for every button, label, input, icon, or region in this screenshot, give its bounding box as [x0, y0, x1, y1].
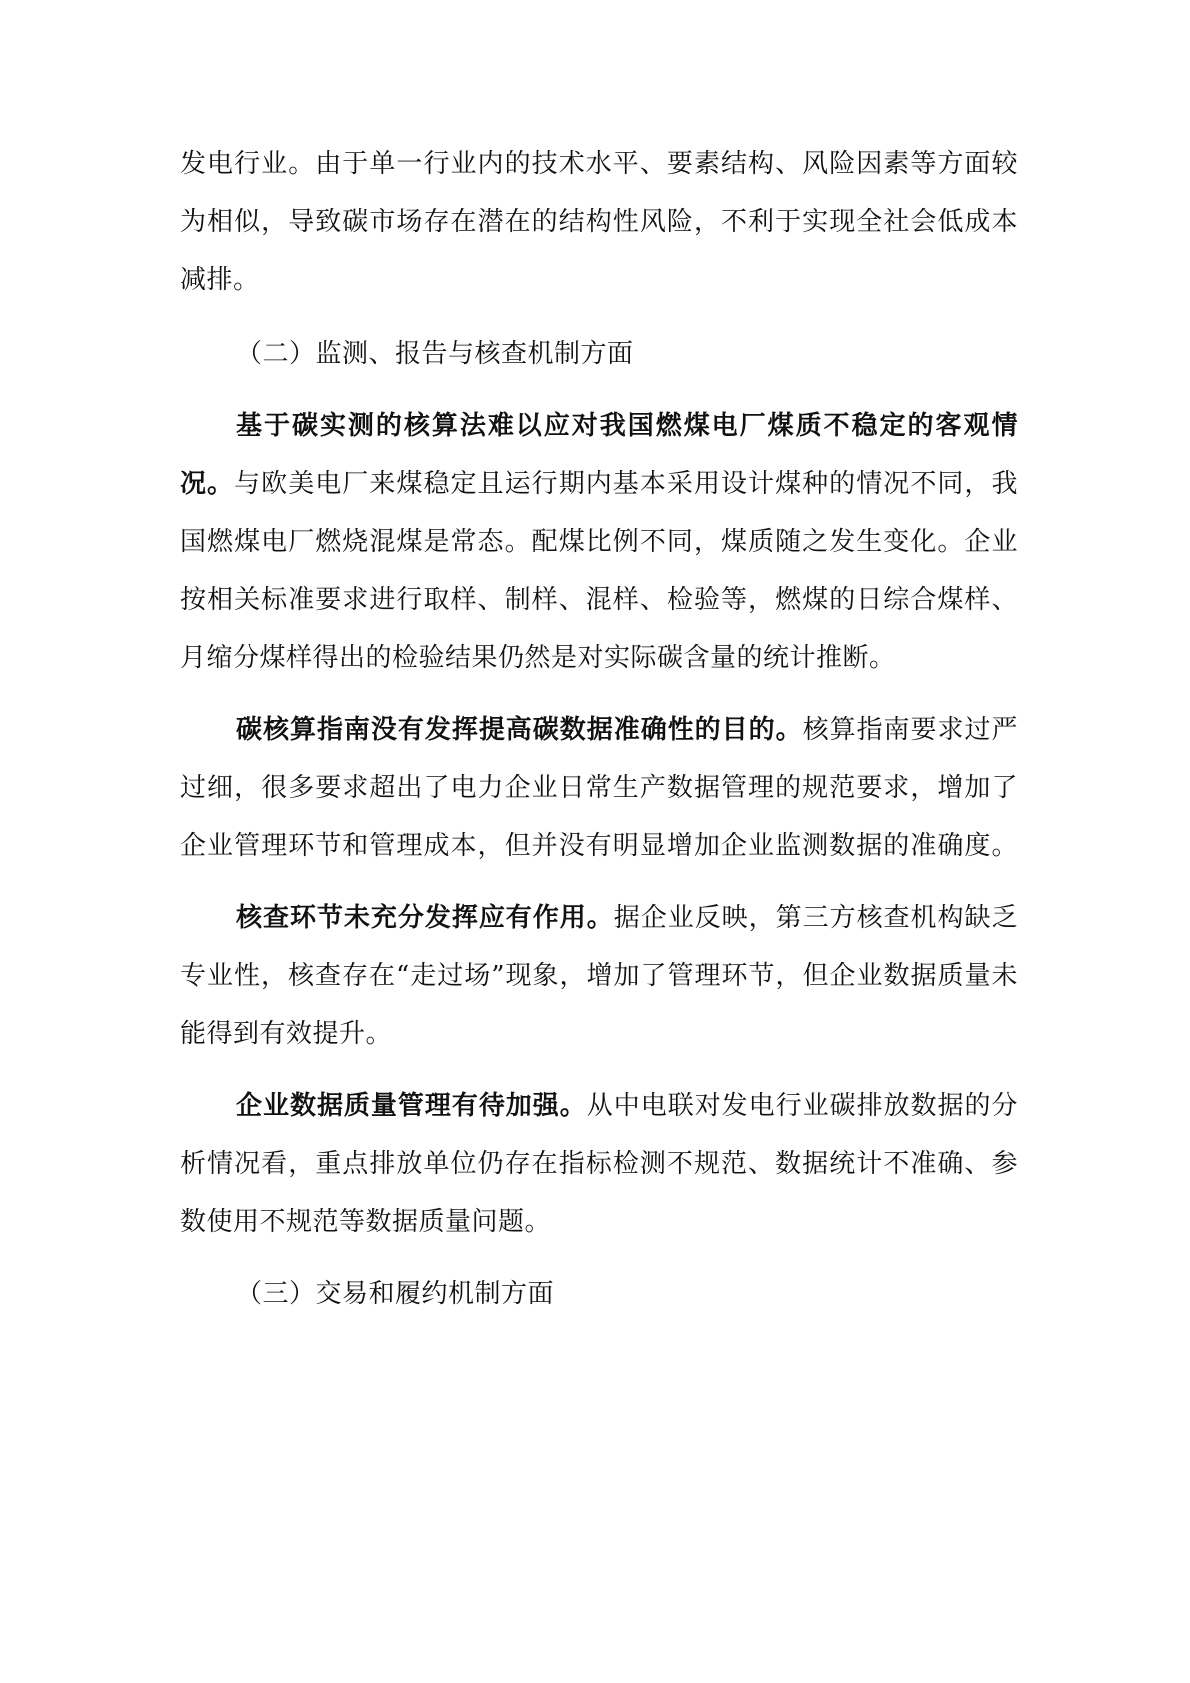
section-heading: （二）监测、报告与核查机制方面	[236, 339, 634, 369]
paragraph-line: 过细，很多要求超出了电力企业日常生产数据管理的规范要求，增加了	[180, 773, 1018, 803]
paragraph-line: 国燃煤电厂燃烧混煤是常态。配煤比例不同，煤质随之发生变化。企业	[180, 527, 1018, 557]
paragraph-line	[236, 710, 1018, 750]
bold-phrase: 核查环节未充分发挥应有作用。	[236, 903, 614, 933]
paragraph-line: 专业性，核查存在“走过场”现象，增加了管理环节，但企业数据质量未	[180, 961, 1018, 991]
paragraph-line: 企业管理环节和管理成本，但并没有明显增加企业监测数据的准确度。	[180, 831, 1018, 861]
section-heading: （三）交易和履约机制方面	[236, 1279, 555, 1309]
paragraph-line: 析情况看，重点排放单位仍存在指标检测不规范、数据统计不准确、参	[180, 1149, 1018, 1179]
bold-phrase: 企业数据质量管理有待加强。	[236, 1091, 587, 1121]
paragraph-line: 能得到有效提升。	[180, 1019, 393, 1049]
paragraph-line: 为相似，导致碳市场存在潜在的结构性风险，不利于实现全社会低成本	[180, 207, 1018, 237]
bold-phrase: 碳核算指南没有发挥提高碳数据准确性的目的。	[236, 715, 803, 745]
paragraph-bold-line: 基于碳实测的核算法难以应对我国燃煤电厂煤质不稳定的客观情	[236, 411, 1018, 441]
text-span: 核算指南要求过严	[802, 715, 1018, 745]
bold-phrase: 况。	[180, 469, 235, 499]
paragraph-line	[236, 1086, 1018, 1126]
paragraph-line: 月缩分煤样得出的检验结果仍然是对实际碳含量的统计推断。	[180, 643, 896, 673]
text-span: 与欧美电厂来煤稳定且运行期内基本采用设计煤种的情况不同，我	[234, 469, 1018, 499]
paragraph-line: 数使用不规范等数据质量问题。	[180, 1207, 552, 1237]
paragraph-line: 减排。	[180, 265, 260, 295]
paragraph-line	[180, 464, 1018, 504]
paragraph-line	[236, 898, 1018, 938]
text-span: 据企业反映，第三方核查机构缺乏	[613, 903, 1018, 933]
text-span: 从中电联对发电行业碳排放数据的分	[586, 1091, 1018, 1121]
paragraph-line: 按相关标准要求进行取样、制样、混样、检验等，燃煤的日综合煤样、	[180, 585, 1018, 615]
paragraph-line: 发电行业。由于单一行业内的技术水平、要素结构、风险因素等方面较	[180, 149, 1018, 179]
